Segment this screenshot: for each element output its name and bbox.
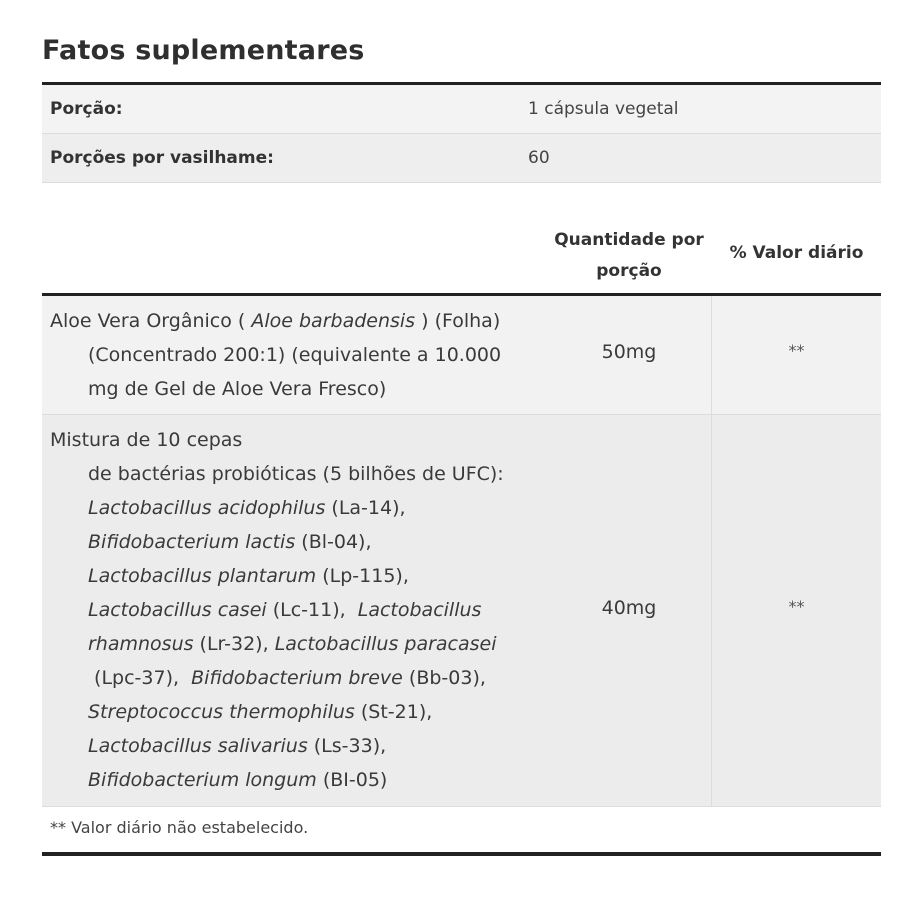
strain-code: (St-21), (354, 701, 433, 723)
strain-code: (Lr-32), (193, 633, 275, 655)
strain-species: Lactobacillus plantarum (88, 565, 317, 587)
ingredient-daily-value: ** (788, 597, 805, 616)
ingredient-name-line: (Concentrado 200:1) (equivalente a 10.000 (88, 344, 502, 366)
strain-line (50, 593, 540, 627)
strain-code: (Ls-33), (307, 735, 387, 757)
strain-species: Bifidobacterium lactis (88, 531, 296, 553)
blend-title: Mistura de 10 cepas (50, 429, 243, 451)
bottom-rule (42, 852, 881, 856)
ingredient-daily-value: ** (788, 341, 805, 360)
strain-species: Lactobacillus paracasei (274, 633, 497, 655)
ingredient-name-part: Aloe Vera Orgânico ( (50, 310, 252, 332)
ingredient-name (50, 304, 540, 406)
strain-species: Lactobacillus casei (88, 599, 267, 621)
ingredient-name-part: ) (Folha) (415, 310, 501, 332)
strain-species: Bifidobacterium breve (191, 667, 403, 689)
strain-line (50, 661, 540, 695)
strain-species: Bifidobacterium longum (88, 769, 317, 791)
strain-code: (Bb-03), (402, 667, 486, 689)
strain-species: Lactobacillus acidophilus (88, 497, 326, 519)
strain-line (50, 763, 540, 797)
serving-size-row (42, 85, 881, 134)
strain-code: (Lpc-37), (88, 667, 192, 689)
ingredient-amount: 40mg (601, 597, 657, 619)
ingredient-amount: 50mg (601, 341, 657, 363)
ingredient-row (42, 415, 881, 807)
strain-code: (Bl-04), (295, 531, 372, 553)
ingredient-name (50, 423, 540, 797)
blend-subtitle: de bactérias probióticas (5 bilhões de UFC): (88, 463, 504, 485)
strain-code: (Lc-11), (266, 599, 358, 621)
strain-species: Streptococcus thermophilus (88, 701, 355, 723)
serving-size-label: Porção: (50, 99, 123, 119)
servings-per-container-row (42, 134, 881, 183)
servings-per-container-label: Porções por vasilhame: (50, 148, 274, 168)
strain-line (50, 491, 540, 525)
strain-line (50, 559, 540, 593)
strain-species: Lactobacillus (357, 599, 482, 621)
panel-title: Fatos suplementares (42, 35, 365, 66)
strain-code: (Lp-115), (316, 565, 409, 587)
amount-header-line2: porção (596, 261, 662, 281)
ingredient-botanical-name: Aloe barbadensis (251, 310, 416, 332)
ingredient-row (42, 296, 881, 415)
strain-species: Lactobacillus salivarius (88, 735, 308, 757)
strain-line (50, 695, 540, 729)
strain-code: (La-14), (325, 497, 406, 519)
serving-size-value: 1 cápsula vegetal (528, 99, 679, 119)
strain-line (50, 627, 540, 661)
amount-per-serving-header (549, 225, 709, 287)
strain-line (50, 525, 540, 559)
strain-line (50, 729, 540, 763)
daily-value-header: % Valor diário (729, 243, 864, 263)
ingredient-name-line: mg de Gel de Aloe Vera Fresco) (88, 378, 387, 400)
footnote: ** Valor diário não estabelecido. (50, 818, 309, 837)
strain-species: rhamnosus (88, 633, 194, 655)
amount-header-line1: Quantidade por (554, 230, 704, 250)
strain-code: (BI-05) (316, 769, 388, 791)
servings-per-container-value: 60 (528, 148, 550, 168)
